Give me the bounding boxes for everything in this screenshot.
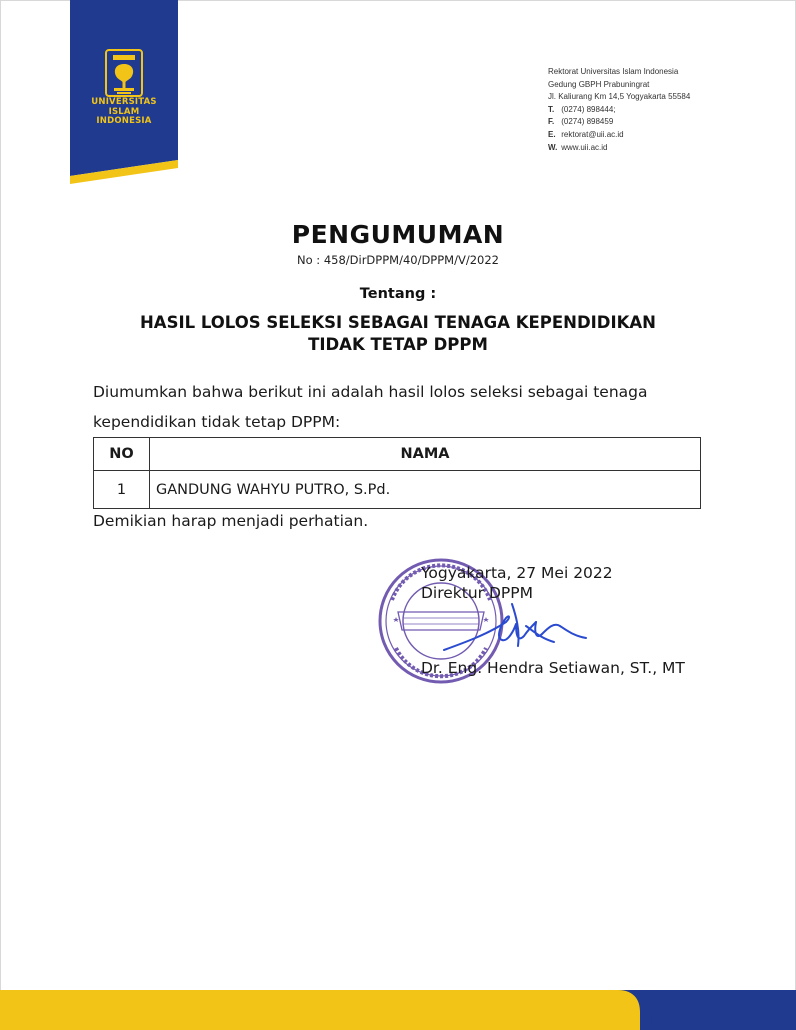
letterhead-address: [548, 66, 690, 154]
subject-line-1: HASIL LOLOS SELEKSI SEBAGAI TENAGA KEPENDIDIKAN: [139, 313, 656, 332]
contact-email: [548, 129, 690, 142]
about-label: Tentang :: [359, 286, 437, 302]
contact-key: F.: [548, 117, 555, 127]
logo-line-2: ISLAM: [108, 106, 140, 117]
subject-line-2: TIDAK TETAP DPPM: [308, 335, 488, 354]
signature-role: Direktur DPPM: [421, 584, 533, 602]
address-line: Gedung GBPH Prabuningrat: [548, 79, 650, 89]
document-subject: [0, 312, 796, 356]
footer-band: [0, 990, 796, 1030]
contact-value: (0274) 898459: [561, 117, 614, 127]
address-line: Jl. Kaliurang Km 14,5 Yogyakarta 55584: [548, 92, 691, 102]
closing-sentence: Demikian harap menjadi perhatian.: [93, 512, 369, 530]
contact-phone: [548, 104, 690, 117]
table-row: [94, 471, 701, 509]
header-name: NAMA: [150, 438, 701, 471]
address-line: Rektorat Universitas Islam Indonesia: [548, 67, 679, 76]
contact-value: (0274) 898444;: [561, 104, 616, 114]
contact-key: W.: [548, 142, 558, 152]
contact-fax: [548, 116, 690, 129]
contact-key: T.: [548, 104, 555, 114]
document-number: No : 458/DirDPPM/40/DPPM/V/2022: [297, 253, 499, 267]
contact-value: rektorat@uii.ac.id: [561, 129, 624, 139]
logo-line-1: UNIVERSITAS: [91, 97, 157, 107]
signatory-name: Dr. Eng. Hendra Setiawan, ST., MT: [421, 659, 685, 677]
contact-key: E.: [548, 129, 556, 139]
logo-line-3: INDONESIA: [96, 116, 152, 126]
logo-wordmark: [70, 98, 178, 127]
letterhead-logo: [70, 0, 178, 184]
cell-name: GANDUNG WAHYU PUTRO, S.Pd.: [150, 471, 701, 509]
results-table: [93, 437, 701, 509]
contact-website: [548, 142, 690, 155]
logo-background: [70, 0, 178, 184]
cell-no: 1: [94, 471, 150, 509]
document-title: PENGUMUMAN: [291, 220, 505, 249]
contact-value: www.uii.ac.id: [561, 142, 608, 152]
intro-paragraph: Diumumkan bahwa berikut ini adalah hasil lolos seleksi sebagai tenaga kependidikan tidak tetap DPPM:: [93, 383, 648, 431]
table-header-row: [94, 438, 701, 471]
signature-place-date: Yogyakarta, 27 Mei 2022: [421, 564, 613, 582]
handwritten-signature: [436, 596, 596, 666]
header-no: NO: [94, 438, 150, 471]
